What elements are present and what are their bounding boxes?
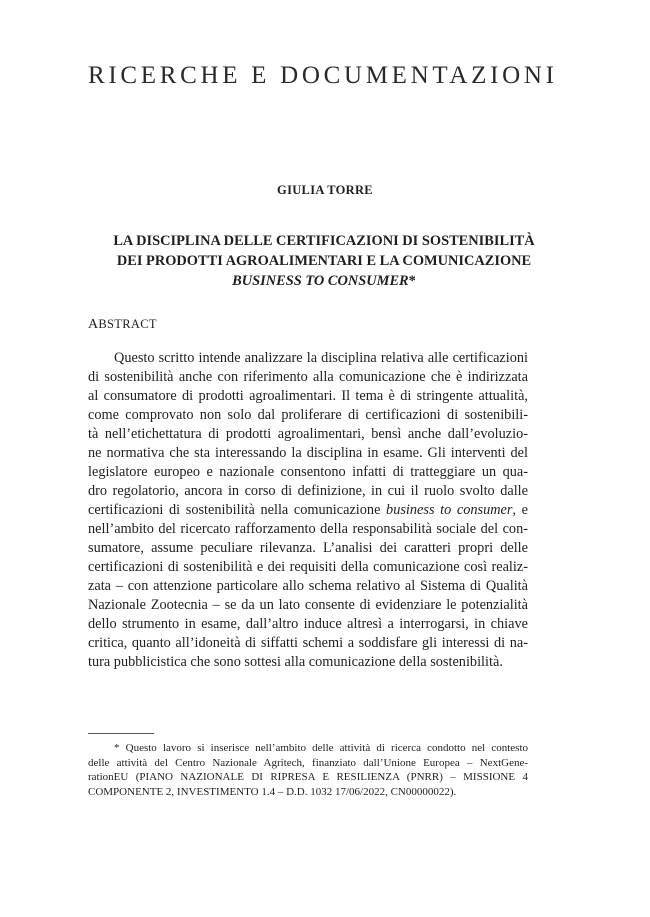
abstract-line: tà nell’etichettatura di prodotti agroalimentari, bensì anche dall’evoluzio- [88,426,528,442]
abstract-line: di sostenibilità anche con riferimento alla comunicazione che è indirizzata [88,369,528,385]
title-italic-phrase: BUSINESS TO CONSUMER [232,273,409,289]
abstract-line: legislatore europeo e nazionale consentono infatti di tratteggiare un qua- [88,464,528,480]
abstract-line: nell’ambito del ricercato rafforzamento della responsabilità sociale del con- [88,521,528,537]
abstract-line: critica, quanto all’idoneità di siffatti schemi a soddisfare gli interessi di na- [88,635,528,651]
title-footnote-mark: * [408,273,416,289]
abstract-italic-phrase: business to consumer [386,502,513,518]
author-name: GIULIA TORRE [277,183,373,197]
title-line-2: DEI PRODOTTI AGROALIMENTARI E LA COMUNICAZIONE [116,253,532,269]
footnote-line: delle attività del Centro Nazionale Agritech, finanziato dall’Unione Europea – NextGene- [88,756,528,769]
abstract-heading-rest: BSTRACT [98,317,157,331]
abstract-line: Questo scritto intende analizzare la disciplina relativa alle certificazioni [114,350,528,366]
abstract-line: ne normativa che sta interessando la disciplina in esame. Gli interventi del [88,445,528,461]
abstract-line: tura pubblicistica che sono sottesi alla comunicazione della sostenibilità. [88,654,503,670]
abstract-line: zata – con attenzione particolare allo schema relativo al Sistema di Qualità [88,578,528,594]
abstract-line: sumatore, assume peculiare rilevanza. L’analisi dei caratteri propri delle [88,540,528,556]
footnote [88,741,528,799]
abstract-line: dro regolatorio, ancora in corso di definizione, in cui il ruolo svolto dalle [88,483,528,499]
footnote-line: * Questo lavoro si inserisce nell’ambito delle attività di ricerca condotto nel contesto [114,742,528,754]
abstract-line: Nazionale Zootecnia – se da un lato consente di evidenziare le potenzialità [88,597,528,613]
section-heading: RICERCHE E DOCUMENTAZIONI [88,62,558,89]
abstract-line-with-italic [88,501,528,520]
abstract-body [88,349,528,672]
abstract-heading [88,317,157,333]
abstract-heading-initial: A [88,317,99,332]
abstract-line-9-start: certificazioni di sostenibilità nella comunicazione [88,502,387,518]
abstract-line: dello strumento in esame, dall’altro induce altresì a interrogarsi, in chiave [88,616,528,632]
article-title [80,231,568,291]
title-line-3 [80,271,568,291]
abstract-line: certificazioni di sostenibilità e dei requisiti della comunicazione così realiz- [88,559,528,575]
abstract-line: al consumatore di prodotti agroalimentari. Il tema è di stringente attualità, [88,388,528,404]
abstract-line-9-end: , e [512,502,528,518]
footnote-line: rationEU (PIANO NAZIONALE DI RIPRESA E RESILIENZA (PNRR) – MISSIONE 4 [88,771,528,783]
footnote-line: COMPONENTE 2, INVESTIMENTO 1.4 – D.D. 1032 17/06/2022, CN00000022). [88,785,457,798]
abstract-line: come comprovato non solo dal proliferare di certificazioni di sostenibili- [88,407,528,423]
title-line-1: LA DISCIPLINA DELLE CERTIFICAZIONI DI SOSTENIBILITÀ [113,233,535,249]
footnote-separator [88,733,154,734]
